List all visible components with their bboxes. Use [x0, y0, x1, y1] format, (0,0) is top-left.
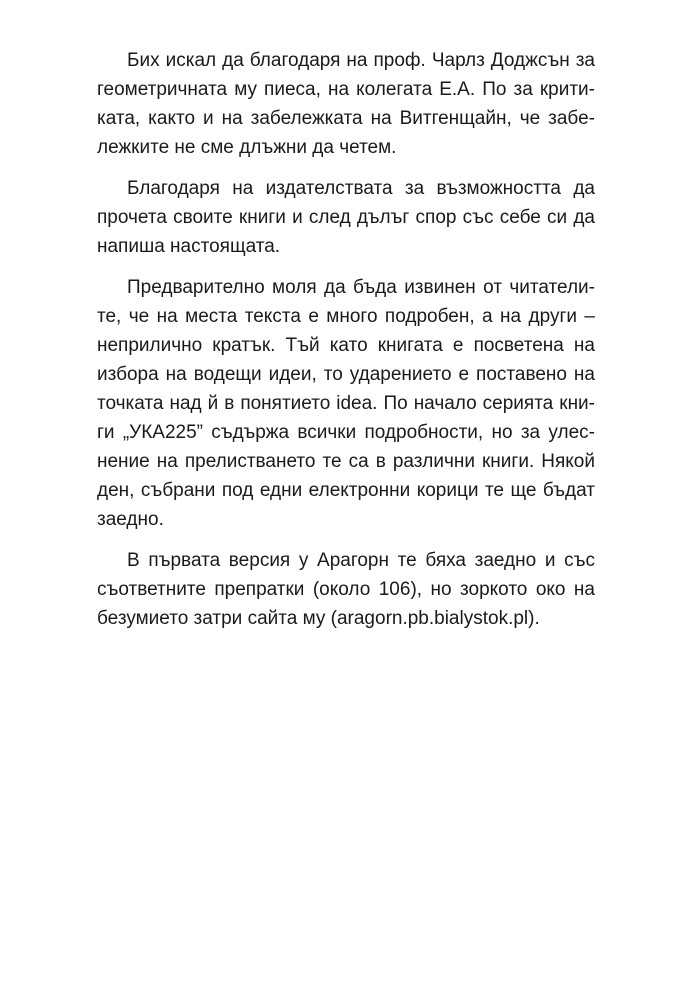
paragraph-4 — [97, 546, 595, 633]
text-line: Благодаря на издателствата за възможността да — [127, 178, 595, 199]
text-line: ден, събрани под едни електронни корици те ще бъдат — [97, 480, 595, 501]
text-line: напиша настоящата. — [97, 236, 281, 257]
text-line: геометричната му пиеса, на колегата Е.А. По за крити- — [97, 79, 595, 100]
paragraph-3 — [97, 273, 595, 534]
text-line: Бих искал да благодаря на проф. Чарлз Доджсън за — [127, 50, 595, 71]
text-line: те, че на места текста е много подробен, а на други – — [97, 306, 595, 327]
text-line: прочета своите книги и след дълъг спор със себе си да — [97, 207, 595, 228]
text-line: Предварително моля да бъда извинен от читатели- — [127, 277, 595, 298]
paragraph-1 — [97, 46, 595, 162]
text-line: лежките не сме длъжни да четем. — [97, 137, 397, 158]
body-text — [97, 46, 595, 645]
text-line: ги „УКА225” съдържа всички подробности, но за улес- — [97, 422, 595, 443]
text-line: неприлично кратък. Тъй като книгата е посветена на — [97, 335, 595, 356]
text-line: В първата версия у Арагорн те бяха заедно и със — [127, 550, 595, 571]
text-line: ката, както и на забележката на Витгенщайн, че забе- — [97, 108, 595, 129]
paragraph-2 — [97, 174, 595, 261]
text-line: безумието затри сайта му (aragorn.pb.bialystok.pl). — [97, 608, 540, 629]
text-line: точката над й в понятието idea. По начало серията кни- — [97, 393, 595, 414]
text-line: заедно. — [97, 509, 164, 530]
text-line: нение на прелистването те са в различни книги. Някой — [97, 451, 595, 472]
text-line: избора на водещи идеи, то ударението е поставено на — [97, 364, 595, 385]
text-line: съответните препратки (около 106), но зоркото око на — [97, 579, 595, 600]
